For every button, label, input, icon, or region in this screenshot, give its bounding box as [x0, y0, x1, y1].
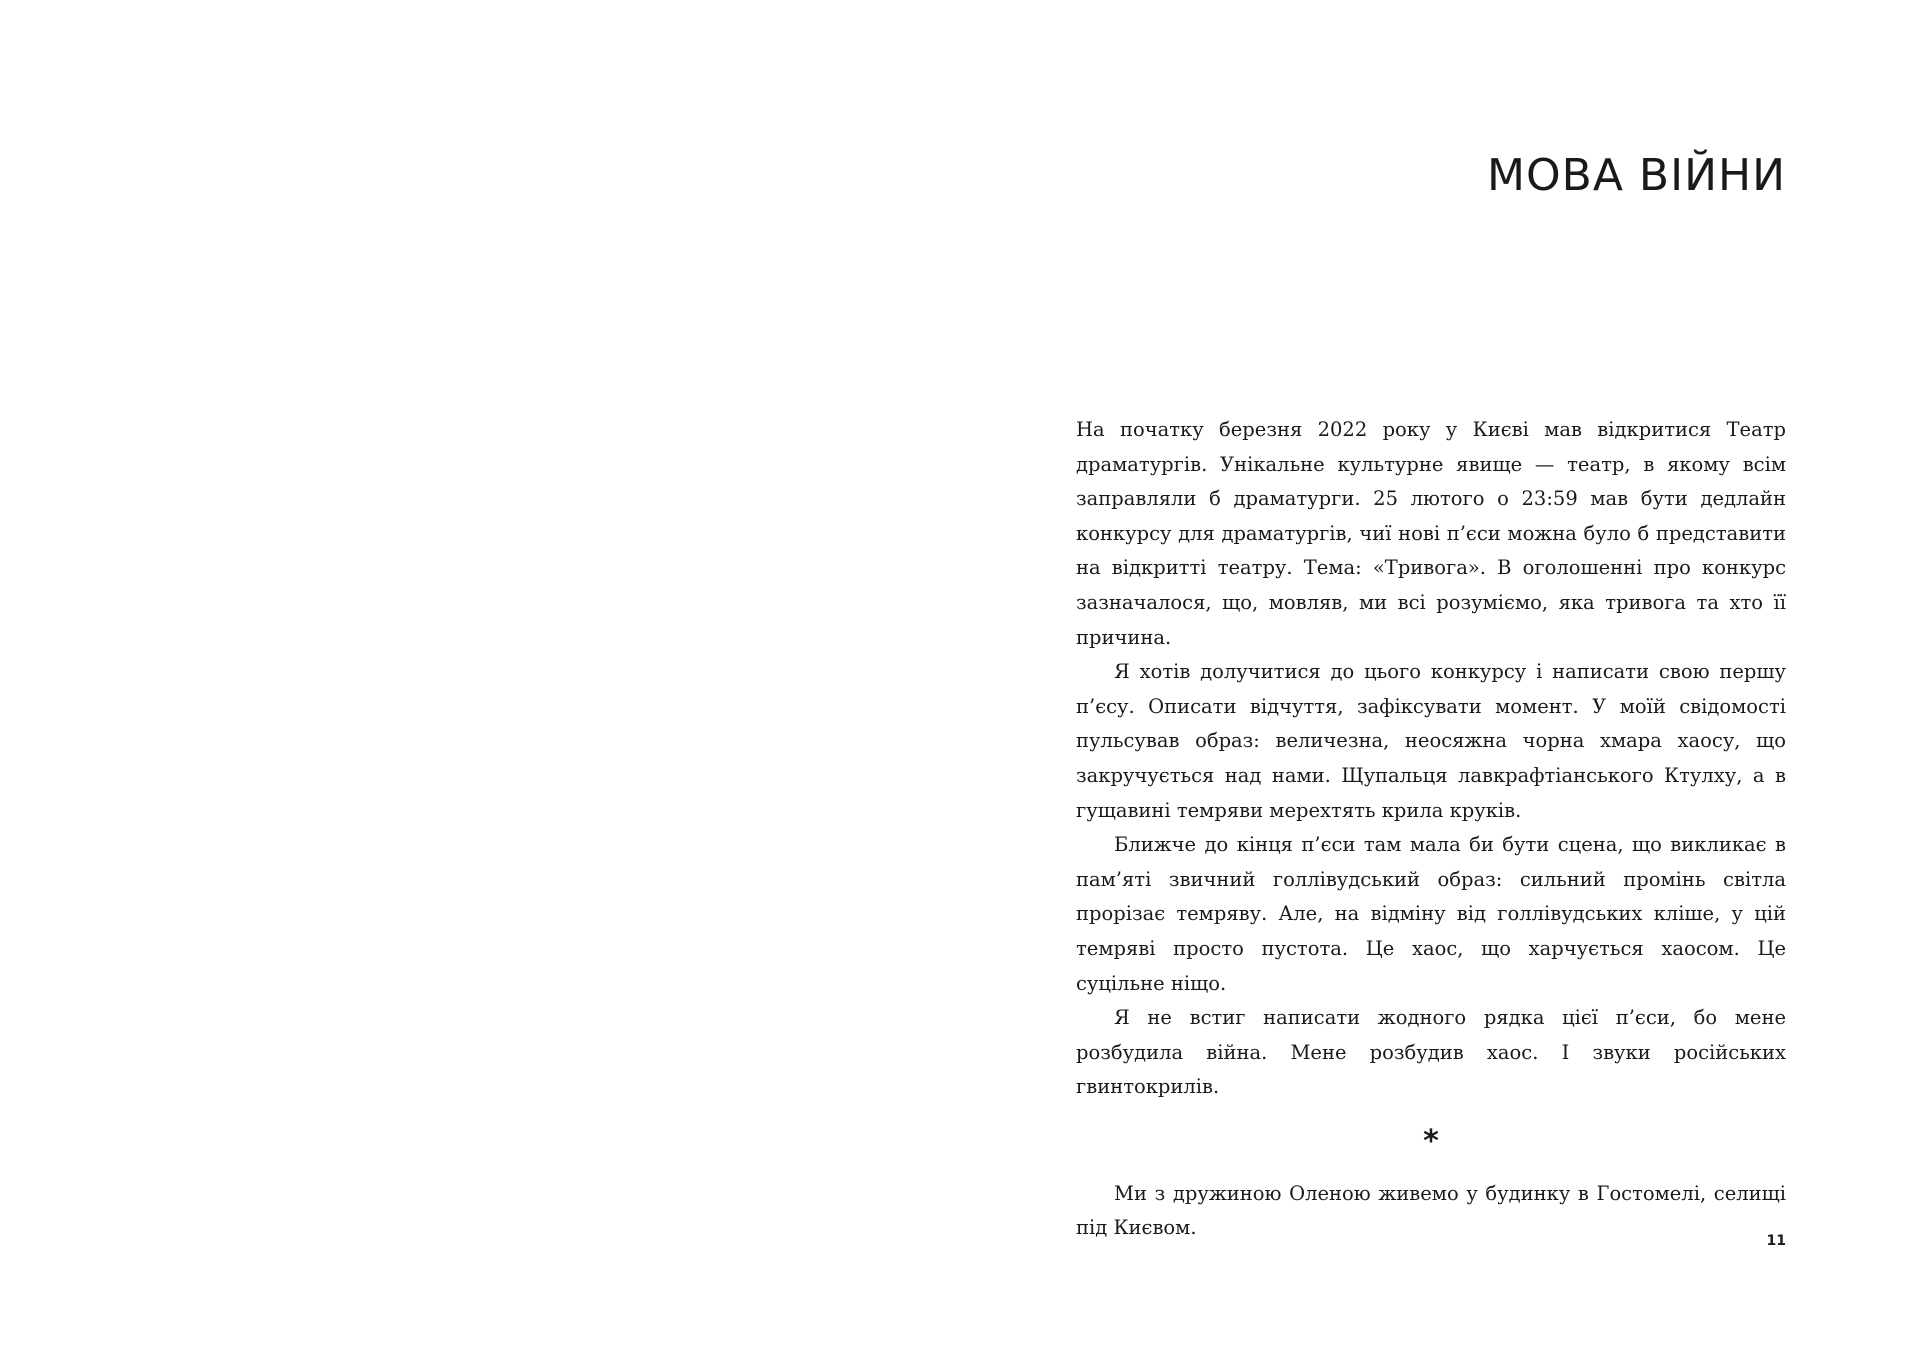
body-text [1076, 413, 1786, 1246]
paragraph-1: На початку березня 2022 року у Києві мав відкритися Театр драматургів. Унікальне культурне явище — театр, в якому всім заправляли б драматурги. 25 лютого о 23:59 мав бути дедлайн конкурсу для драматургів, чиї нові п’єси можна було б представити на відкритті театру. Тема: «Тривога». В оголошенні про конкурс зазначалося, що, мовляв, ми всі розуміємо, яка тривога та хто її причина. [1076, 418, 1786, 649]
paragraph-3: Ближче до кінця п’єси там мала би бути сцена, що викликає в пам’яті звичний голлівудський образ: сильний промінь світла прорізає темряву. Але, на відміну від голлівудських кліше, у цій темряві просто пустота. Це хаос, що харчується хаосом. Це суцільне ніщо. [1076, 833, 1786, 995]
paragraph-4: Я не встиг написати жодного рядка цієї п’єси, бо мене розбудила війна. Мене розбудив хаос. І звуки російських гвинтокрилів. [1076, 1006, 1786, 1099]
chapter-title: МОВА ВІЙНИ [1487, 150, 1786, 201]
page-number: 11 [1766, 1233, 1786, 1249]
paragraph-5: Ми з дружиною Оленою живемо у будинку в Гостомелі, селищі під Києвом. [1076, 1181, 1786, 1240]
section-separator-asterisk: * [1423, 1123, 1439, 1159]
right-page [960, 0, 1920, 1347]
paragraph-2: Я хотів долучитися до цього конкурсу і написати свою першу п’єсу. Описати відчуття, зафіксувати момент. У моїй свідомості пульсував образ: величезна, неосяжна чорна хмара хаосу, що закручується над нами. Щупальця лавкрафтіанського Ктулху, а в гущавині темряви мерехтять крила круків. [1076, 660, 1786, 822]
